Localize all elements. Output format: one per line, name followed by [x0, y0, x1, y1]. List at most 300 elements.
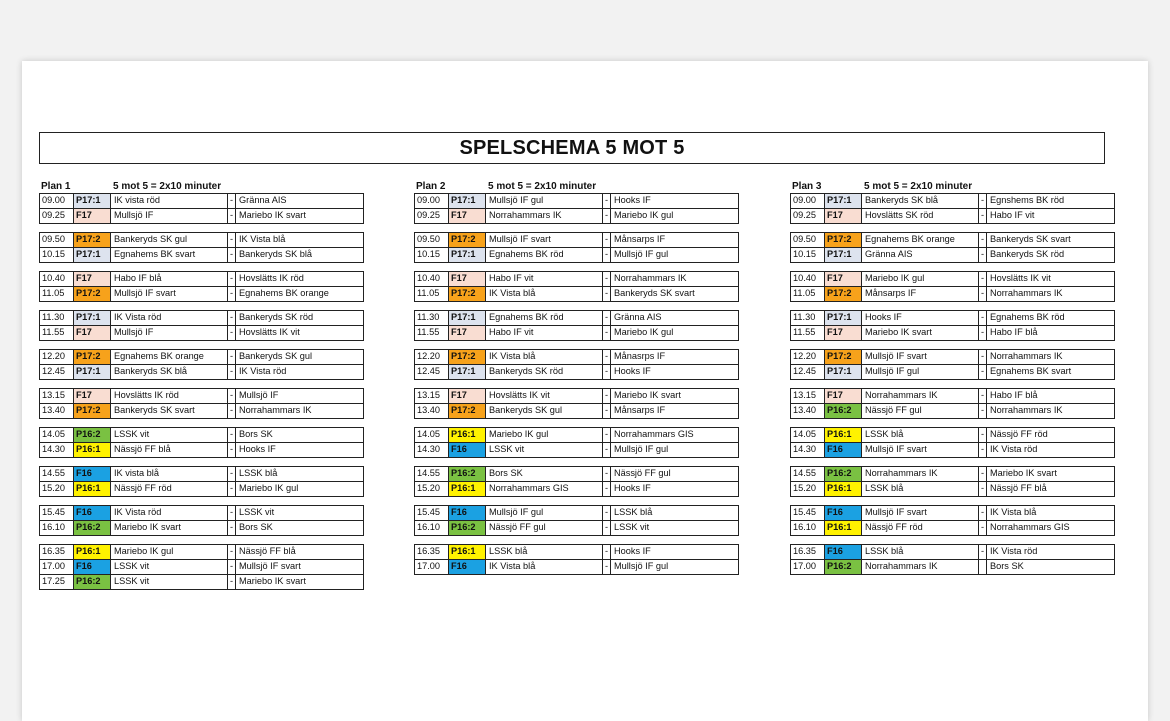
match-time: 15.20 [40, 482, 74, 496]
match-class: F16 [449, 506, 486, 520]
match-time: 11.05 [40, 287, 74, 301]
versus-dash: - [979, 311, 987, 325]
away-team: Hooks IF [614, 195, 651, 205]
home-team: Mariebo IK gul [111, 545, 228, 559]
versus-dash: - [603, 311, 611, 325]
away-team: Mullsjö IF svart [239, 561, 301, 571]
match-row [39, 427, 364, 443]
match-class: P16:2 [74, 521, 111, 535]
match-class: P16:2 [74, 575, 111, 589]
home-team: Habo IF vit [486, 326, 603, 340]
versus-dash: - [228, 194, 236, 208]
versus-dash: - [603, 467, 611, 481]
home-team: LSSK vit [111, 575, 228, 589]
versus-dash: - [228, 482, 236, 496]
away-team: Mullsjö IF gul [614, 444, 669, 454]
away-team: Norrahammars IK [990, 351, 1063, 361]
match-class: F17 [449, 389, 486, 403]
versus-dash: - [228, 326, 236, 340]
versus-dash: - [979, 389, 987, 403]
match-block [39, 505, 364, 536]
match-class: P17:2 [74, 233, 111, 247]
home-team: Nässjö FF röd [862, 521, 979, 535]
home-team: Bankeryds SK gul [111, 233, 228, 247]
match-class: P17:1 [825, 311, 862, 325]
match-class: P16:2 [74, 428, 111, 442]
home-team: Mariebo IK svart [111, 521, 228, 535]
match-block [790, 194, 1115, 224]
match-time: 17.00 [40, 560, 74, 574]
match-row [39, 404, 364, 419]
match-class: P17:1 [825, 194, 862, 208]
match-row [414, 365, 739, 380]
home-team: Habo IF blå [111, 272, 228, 286]
match-time: 12.20 [40, 350, 74, 364]
away-team: IK Vista röd [990, 546, 1038, 556]
match-time: 16.10 [791, 521, 825, 535]
match-class: P16:1 [825, 482, 862, 496]
match-block [414, 544, 739, 575]
away-team: Bankeryds SK blå [239, 249, 313, 259]
versus-dash: - [603, 350, 611, 364]
versus-dash: - [603, 443, 611, 457]
title-text: SPELSCHEMA 5 MOT 5 [459, 136, 685, 159]
away-team: Mariebo IK svart [990, 468, 1057, 478]
match-row [39, 505, 364, 521]
home-team: Bankeryds SK blå [862, 194, 979, 208]
match-class: P16:2 [449, 467, 486, 481]
home-team: Hovslätts SK röd [862, 209, 979, 223]
match-class: F16 [825, 443, 862, 457]
versus-dash: - [979, 350, 987, 364]
match-time: 11.55 [791, 326, 825, 340]
match-time: 10.40 [40, 272, 74, 286]
match-row [39, 466, 364, 482]
match-block [414, 194, 739, 224]
match-block [39, 349, 364, 380]
match-blocks [39, 194, 364, 590]
home-team: IK Vista röd [111, 506, 228, 520]
away-team: IK Vista blå [990, 507, 1037, 517]
match-block [414, 271, 739, 302]
match-block [39, 544, 364, 590]
match-class: P16:2 [825, 560, 862, 574]
match-row [790, 271, 1115, 287]
away-team: LSSK vit [239, 507, 275, 517]
match-time: 17.00 [791, 560, 825, 574]
match-block [39, 271, 364, 302]
match-time: 14.05 [40, 428, 74, 442]
match-class: F17 [449, 209, 486, 223]
match-block [790, 349, 1115, 380]
match-time: 12.20 [415, 350, 449, 364]
match-class: P17:1 [449, 194, 486, 208]
match-row [414, 482, 739, 497]
match-class: F17 [74, 272, 111, 286]
match-class: P16:1 [825, 521, 862, 535]
match-row [414, 466, 739, 482]
match-block [790, 310, 1115, 341]
match-row [790, 287, 1115, 302]
match-row [790, 505, 1115, 521]
match-row [414, 544, 739, 560]
match-class: F16 [449, 443, 486, 457]
away-team: Nässjö FF blå [239, 546, 296, 556]
away-team: Egnahems BK röd [990, 312, 1065, 322]
plan-name: Plan 2 [416, 181, 446, 192]
plan-2-schedule [414, 180, 739, 583]
away-team: Gränna AIS [614, 312, 662, 322]
match-row [414, 404, 739, 419]
versus-dash: - [979, 272, 987, 286]
versus-dash: - [228, 233, 236, 247]
away-team: Egnahems BK orange [239, 288, 329, 298]
match-row [414, 560, 739, 575]
match-time: 10.15 [40, 248, 74, 262]
versus-dash: - [979, 521, 987, 535]
home-team: LSSK blå [862, 545, 979, 559]
versus-dash: - [603, 209, 611, 223]
match-class: P16:1 [74, 482, 111, 496]
away-team: Mullsjö IF gul [614, 561, 669, 571]
home-team: Habo IF vit [486, 272, 603, 286]
home-team: Mullsjö IF svart [111, 287, 228, 301]
home-team: Mullsjö IF [111, 209, 228, 223]
plan-format: 5 mot 5 = 2x10 minuter [113, 181, 222, 192]
home-team: Mullsjö IF [111, 326, 228, 340]
home-team: Mullsjö IF gul [486, 506, 603, 520]
away-team: Hooks IF [239, 444, 276, 454]
versus-dash: - [228, 209, 236, 223]
home-team: Egnahems BK röd [486, 311, 603, 325]
home-team: IK Vista blå [486, 560, 603, 574]
match-row [414, 209, 739, 224]
away-team: Bankeryds SK röd [990, 249, 1065, 259]
match-class: P17:1 [74, 248, 111, 262]
home-team: Gränna AIS [862, 248, 979, 262]
match-row [414, 521, 739, 536]
versus-dash: - [979, 287, 987, 301]
away-team: Hovslätts IK röd [239, 273, 304, 283]
away-team: Hooks IF [614, 483, 651, 493]
match-time: 12.45 [791, 365, 825, 379]
away-team: Nässjö FF röd [990, 429, 1048, 439]
match-time: 12.45 [415, 365, 449, 379]
match-class: P17:2 [825, 233, 862, 247]
away-team: Bankeryds SK svart [990, 234, 1071, 244]
plan-1-schedule [39, 180, 364, 598]
away-team: Mariebo IK gul [614, 327, 674, 337]
away-team: Habo IF blå [990, 390, 1038, 400]
match-time: 16.10 [40, 521, 74, 535]
match-time: 16.35 [791, 545, 825, 559]
match-class: P17:2 [74, 404, 111, 418]
match-class: F16 [825, 545, 862, 559]
match-row [39, 209, 364, 224]
match-row [39, 232, 364, 248]
versus-dash: - [228, 272, 236, 286]
versus-dash: - [603, 545, 611, 559]
match-time: 15.45 [791, 506, 825, 520]
home-team: IK vista röd [111, 194, 228, 208]
plan-header [790, 180, 1115, 194]
match-class: F16 [74, 560, 111, 574]
home-team: IK vista blå [111, 467, 228, 481]
match-time: 09.00 [415, 194, 449, 208]
match-row [39, 482, 364, 497]
match-block [414, 427, 739, 458]
match-time: 14.55 [415, 467, 449, 481]
match-block [414, 466, 739, 497]
home-team: Norrahammars IK [862, 389, 979, 403]
match-class: F17 [825, 209, 862, 223]
home-team: Mariebo IK svart [862, 326, 979, 340]
home-team: Nässjö FF gul [862, 404, 979, 418]
match-class: P16:1 [825, 428, 862, 442]
versus-dash: - [228, 545, 236, 559]
home-team: IK Vista röd [111, 311, 228, 325]
away-team: Gränna AIS [239, 195, 287, 205]
match-class: F17 [825, 272, 862, 286]
match-row [790, 388, 1115, 404]
match-blocks [790, 194, 1115, 575]
match-row [39, 560, 364, 575]
match-row [39, 575, 364, 590]
home-team: IK Vista blå [486, 350, 603, 364]
match-block [790, 544, 1115, 575]
match-time: 15.20 [791, 482, 825, 496]
match-time: 11.55 [415, 326, 449, 340]
home-team: LSSK blå [862, 482, 979, 496]
match-class: P16:1 [449, 545, 486, 559]
home-team: Norrahammars IK [862, 467, 979, 481]
match-time: 11.55 [40, 326, 74, 340]
plan-name: Plan 3 [792, 181, 822, 192]
match-time: 14.55 [40, 467, 74, 481]
match-class: P16:1 [74, 443, 111, 457]
match-time: 17.25 [40, 575, 74, 589]
match-class: P17:2 [449, 404, 486, 418]
home-team: Nässjö FF blå [111, 443, 228, 457]
match-time: 12.45 [40, 365, 74, 379]
home-team: Egnahems BK röd [486, 248, 603, 262]
match-class: P16:2 [825, 404, 862, 418]
match-row [39, 544, 364, 560]
match-block [790, 466, 1115, 497]
home-team: Månsarps IF [862, 287, 979, 301]
versus-dash [979, 560, 987, 574]
versus-dash: - [228, 350, 236, 364]
match-time: 15.20 [415, 482, 449, 496]
match-row [414, 443, 739, 458]
match-block [414, 349, 739, 380]
away-team: Månsarps IF [614, 405, 666, 415]
plan-format: 5 mot 5 = 2x10 minuter [864, 181, 973, 192]
versus-dash: - [603, 248, 611, 262]
away-team: LSSK blå [239, 468, 278, 478]
versus-dash: - [979, 233, 987, 247]
versus-dash: - [228, 389, 236, 403]
match-time: 09.50 [791, 233, 825, 247]
away-team: Egnahems BK svart [990, 366, 1072, 376]
home-team: Mullsjö IF gul [862, 365, 979, 379]
match-time: 13.15 [40, 389, 74, 403]
away-team: Mariebo IK svart [614, 390, 681, 400]
match-row [39, 388, 364, 404]
match-row [414, 427, 739, 443]
versus-dash: - [603, 233, 611, 247]
versus-dash: - [228, 506, 236, 520]
away-team: Bankeryds SK röd [239, 312, 314, 322]
versus-dash: - [603, 365, 611, 379]
away-team: Habo IF blå [990, 327, 1038, 337]
match-block [39, 232, 364, 263]
match-class: P17:2 [74, 287, 111, 301]
plan-name: Plan 1 [41, 181, 71, 192]
away-team: Hovslätts IK vit [990, 273, 1051, 283]
match-time: 09.25 [415, 209, 449, 223]
match-block [39, 194, 364, 224]
match-block [414, 310, 739, 341]
versus-dash: - [979, 506, 987, 520]
away-team: Hooks IF [614, 366, 651, 376]
match-class: P17:2 [449, 350, 486, 364]
away-team: Habo IF vit [990, 210, 1035, 220]
match-time: 14.30 [415, 443, 449, 457]
versus-dash: - [603, 404, 611, 418]
versus-dash: - [979, 404, 987, 418]
match-row [414, 271, 739, 287]
match-block [790, 505, 1115, 536]
away-team: Hovslätts IK vit [239, 327, 300, 337]
match-time: 10.40 [791, 272, 825, 286]
match-row [39, 248, 364, 263]
match-class: P16:2 [825, 467, 862, 481]
match-class: P17:2 [74, 350, 111, 364]
away-team: IK Vista blå [239, 234, 286, 244]
away-team: Norrahammars IK [239, 405, 312, 415]
match-blocks [414, 194, 739, 575]
home-team: Bankeryds SK gul [486, 404, 603, 418]
match-time: 11.30 [40, 311, 74, 325]
match-time: 11.05 [415, 287, 449, 301]
match-time: 14.55 [791, 467, 825, 481]
versus-dash: - [979, 428, 987, 442]
match-time: 11.05 [791, 287, 825, 301]
home-team: Norrahammars GIS [486, 482, 603, 496]
match-row [414, 232, 739, 248]
match-class: P16:2 [449, 521, 486, 535]
match-class: P17:1 [74, 194, 111, 208]
page-title [39, 132, 1105, 164]
match-time: 13.15 [791, 389, 825, 403]
plan-header [39, 180, 364, 194]
away-team: IK Vista röd [239, 366, 287, 376]
match-row [39, 194, 364, 209]
match-class: F17 [74, 326, 111, 340]
match-time: 11.30 [791, 311, 825, 325]
versus-dash: - [979, 248, 987, 262]
match-time: 15.45 [415, 506, 449, 520]
match-row [790, 482, 1115, 497]
match-class: P17:2 [825, 287, 862, 301]
match-row [414, 349, 739, 365]
match-class: F16 [449, 560, 486, 574]
versus-dash: - [979, 326, 987, 340]
match-block [790, 388, 1115, 419]
match-class: P17:1 [449, 311, 486, 325]
away-team: Nässjö FF gul [614, 468, 671, 478]
match-block [39, 427, 364, 458]
match-time: 16.35 [415, 545, 449, 559]
match-block [39, 388, 364, 419]
versus-dash: - [603, 326, 611, 340]
away-team: Mullsjö IF [239, 390, 279, 400]
versus-dash: - [979, 443, 987, 457]
match-class: F17 [74, 389, 111, 403]
plan-format: 5 mot 5 = 2x10 minuter [488, 181, 597, 192]
home-team: Norrahammars IK [862, 560, 979, 574]
home-team: Mullsjö IF svart [486, 233, 603, 247]
home-team: Nässjö FF röd [111, 482, 228, 496]
match-class: P17:2 [449, 287, 486, 301]
match-row [790, 248, 1115, 263]
home-team: LSSK vit [486, 443, 603, 457]
versus-dash: - [603, 560, 611, 574]
match-class: F17 [74, 209, 111, 223]
home-team: LSSK vit [111, 560, 228, 574]
home-team: Egnahems BK orange [111, 350, 228, 364]
match-block [414, 388, 739, 419]
match-class: F16 [74, 467, 111, 481]
home-team: LSSK blå [862, 428, 979, 442]
versus-dash: - [603, 194, 611, 208]
away-team: Månsarps IF [614, 234, 666, 244]
match-class: P16:1 [449, 482, 486, 496]
away-team: Bankeryds SK gul [239, 351, 313, 361]
match-row [414, 388, 739, 404]
match-row [39, 326, 364, 341]
match-row [39, 271, 364, 287]
home-team: IK Vista blå [486, 287, 603, 301]
versus-dash: - [603, 389, 611, 403]
plan-header [414, 180, 739, 194]
match-row [790, 544, 1115, 560]
versus-dash: - [228, 521, 236, 535]
match-time: 13.40 [791, 404, 825, 418]
match-row [790, 232, 1115, 248]
away-team: Bankeryds SK svart [614, 288, 695, 298]
document-page [22, 61, 1148, 721]
home-team: Bankeryds SK röd [486, 365, 603, 379]
match-time: 16.35 [40, 545, 74, 559]
match-class: P17:1 [449, 365, 486, 379]
plan-3-schedule [790, 180, 1115, 583]
match-block [790, 232, 1115, 263]
match-row [414, 505, 739, 521]
match-class: F17 [449, 272, 486, 286]
match-row [414, 310, 739, 326]
match-block [39, 466, 364, 497]
match-row [39, 521, 364, 536]
home-team: Bankeryds SK svart [111, 404, 228, 418]
home-team: LSSK vit [111, 428, 228, 442]
match-time: 16.10 [415, 521, 449, 535]
away-team: Mariebo IK svart [239, 576, 306, 586]
match-time: 11.30 [415, 311, 449, 325]
match-row [790, 521, 1115, 536]
away-team: Nässjö FF blå [990, 483, 1047, 493]
